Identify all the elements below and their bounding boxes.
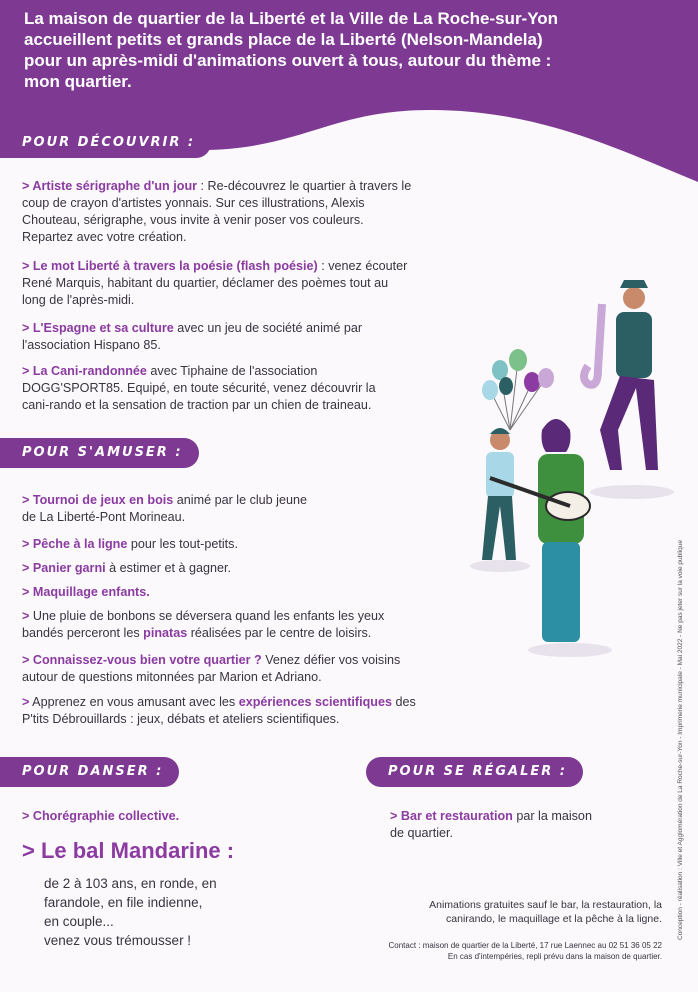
musicians-illustration <box>470 270 690 670</box>
list-item: > Maquillage enfants. <box>22 585 150 599</box>
item-highlight: Chorégraphie collective. <box>32 809 180 823</box>
list-item: > Une pluie de bonbons se déversera quand les enfants les yeux bandés perceront les pinatas réalisées par le centre de loisirs. <box>22 609 385 640</box>
list-item: > Panier garni à estimer et à gagner. <box>22 561 231 575</box>
list-item: > Bar et restauration par la maison de quartier. <box>390 809 592 840</box>
intro-text <box>24 8 664 92</box>
list-item: > La Cani-randonnée avec Tiphaine de l'association DOGG'SPORT85. Equipé, en toute sécurité, venez découvrir la cani-rando et la sensation de traction par un chien de traineau. <box>22 364 376 412</box>
intro-line: mon quartier. <box>24 72 132 91</box>
item-highlight: Artiste sérigraphe d'un jour <box>32 179 198 193</box>
bal-description: de 2 à 103 ans, en ronde, en farandole, en file indienne, en couple... venez vous trémousser ! <box>44 876 217 948</box>
item-highlight: Panier garni <box>32 561 106 575</box>
section-pill-decouvrir: POUR DÉCOUVRIR : <box>0 128 211 158</box>
list-item: > Tournoi de jeux en bois animé par le club jeune de La Liberté-Pont Morineau. <box>22 493 307 524</box>
intro-line: pour un après-midi d'animations ouvert à tous, autour du thème : <box>24 51 552 70</box>
item-highlight: La Cani-randonnée <box>32 364 147 378</box>
item-highlight: Maquillage enfants. <box>32 585 150 599</box>
list-item: > Pêche à la ligne pour les tout-petits. <box>22 537 238 551</box>
list-item: > Apprenez en vous amusant avec les expériences scientifiques des P'tits Débrouillards : jeux, débats et ateliers scientifiques. <box>22 695 416 726</box>
item-highlight: Le mot Liberté à travers la poésie (flash poésie) <box>32 259 318 273</box>
list-item: > Connaissez-vous bien votre quartier ? Venez défier vos voisins autour de questions mitonnées par Marion et Adriano. <box>22 653 401 684</box>
intro-line: accueillent petits et grands place de la Liberté (Nelson-Mandela) <box>24 30 543 49</box>
free-activities-note: Animations gratuites sauf le bar, la restauration, la canirando, le maquillage et la pêche à la ligne. <box>429 899 662 925</box>
intro-line: La maison de quartier de la Liberté et la Ville de La Roche-sur-Yon <box>24 9 559 28</box>
list-item: > Le mot Liberté à travers la poésie (flash poésie) : venez écouter René Marquis, habitant du quartier, déclamer des poèmes tout au long de l'après-midi. <box>22 259 408 307</box>
contact-info: Contact : maison de quartier de la Liberté, 17 rue Laennec au 02 51 36 05 22 En cas d'intempéries, repli prévu dans la maison de quartier. <box>388 941 662 961</box>
bal-title: > Le bal Mandarine : <box>22 838 235 863</box>
section-pill-amuser: POUR S'AMUSER : <box>0 438 199 468</box>
list-item: > L'Espagne et sa culture avec un jeu de société animé par l'association Hispano 85. <box>22 321 363 352</box>
list-item: > Artiste sérigraphe d'un jour : Re-découvrez le quartier à travers le coup de crayon d'artistes yonnais. Sur ces illustrations, Alexis Chouteau, sérigraphe, vous invite à venir poser vos couleurs. Repartez avec votre création. <box>22 179 412 244</box>
item-highlight: expériences scientifiques <box>238 695 392 709</box>
credits-vertical: Conception - réalisation : Ville et Agglomération de La Roche-sur-Yon - Imprimerie municipale - Mai 2022 - Ne pas jeter sur la voie publique <box>677 540 684 940</box>
item-highlight: L'Espagne et sa culture <box>32 321 174 335</box>
item-highlight: Pêche à la ligne <box>32 537 128 551</box>
section-pill-danser: POUR DANSER : <box>0 757 179 787</box>
item-highlight: Bar et restauration <box>400 809 513 823</box>
list-item: > Chorégraphie collective. <box>22 809 180 823</box>
item-highlight: Tournoi de jeux en bois <box>32 493 174 507</box>
header-band <box>0 0 698 190</box>
item-highlight: pinatas <box>143 626 188 640</box>
section-pill-regaler: POUR SE RÉGALER : <box>366 757 583 787</box>
item-highlight: Connaissez-vous bien votre quartier ? <box>32 653 262 667</box>
